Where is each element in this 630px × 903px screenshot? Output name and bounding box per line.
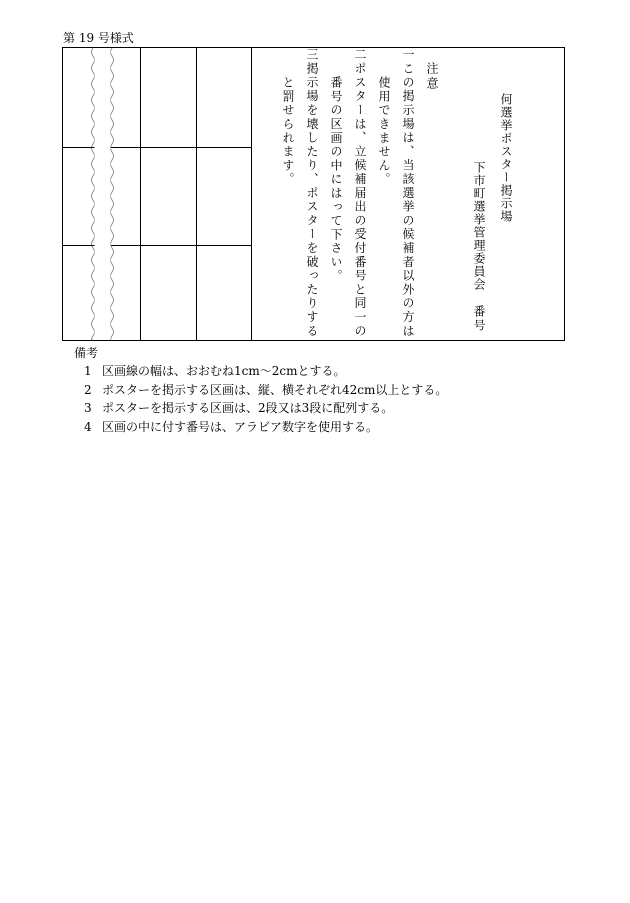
poster-grid bbox=[63, 48, 253, 340]
break-line bbox=[92, 48, 95, 340]
notice-item-text: 掲示場を壊したり、ポスターを破ったりすると罰せられます。 bbox=[281, 62, 319, 338]
remarks-item-number: 4 bbox=[84, 419, 92, 434]
remarks-item bbox=[84, 362, 447, 381]
notice-section bbox=[276, 48, 444, 338]
remarks-item-number: 1 bbox=[84, 364, 92, 378]
notice-item-text: この掲示場は、当該選挙の候補者以外の方は使用できません。 bbox=[377, 62, 415, 338]
break-gap bbox=[95, 48, 111, 340]
remarks-item-text: 区画の中に付す番号は、アラビア数字を使用する。 bbox=[102, 419, 379, 434]
notice-item: 一この掲示場は、当該選挙の候補者以外の方は使用できません。 bbox=[377, 48, 415, 338]
remarks-item bbox=[84, 399, 447, 418]
remarks-item bbox=[84, 381, 447, 400]
notice-heading: 注意 bbox=[425, 62, 439, 92]
remarks-section bbox=[74, 344, 447, 437]
form-number-label: 第 19 号様式 bbox=[63, 31, 134, 45]
remarks-heading: 備考 bbox=[74, 346, 99, 360]
remarks-item-text: ポスターを掲示する区画は、2段又は3段に配列する。 bbox=[102, 401, 394, 416]
notice-item: 二ポスターは、立候補届出の受付番号と同一の番号の区画の中にはって下さい。 bbox=[329, 48, 367, 338]
notice-item-text: ポスターは、立候補届出の受付番号と同一の番号の区画の中にはって下さい。 bbox=[329, 62, 367, 338]
number-label: 番号 bbox=[472, 305, 486, 333]
remarks-item-number: 3 bbox=[84, 401, 92, 416]
committee-name: 下市町選挙管理委員会 bbox=[472, 161, 486, 291]
poster-place-name: 何選挙ポスター掲示場 bbox=[499, 93, 513, 223]
remarks-item bbox=[84, 418, 447, 437]
break-line bbox=[111, 48, 114, 340]
remarks-item-text: ポスターを掲示する区画は、縦、横それぞれ42cm以上とする。 bbox=[102, 382, 448, 397]
remarks-item-text: 区画線の幅は、おおむね1cm～2cmとする。 bbox=[102, 364, 346, 378]
notice-item: 三掲示場を壊したり、ポスターを破ったりすると罰せられます。 bbox=[281, 48, 319, 338]
remarks-item-number: 2 bbox=[84, 382, 92, 397]
